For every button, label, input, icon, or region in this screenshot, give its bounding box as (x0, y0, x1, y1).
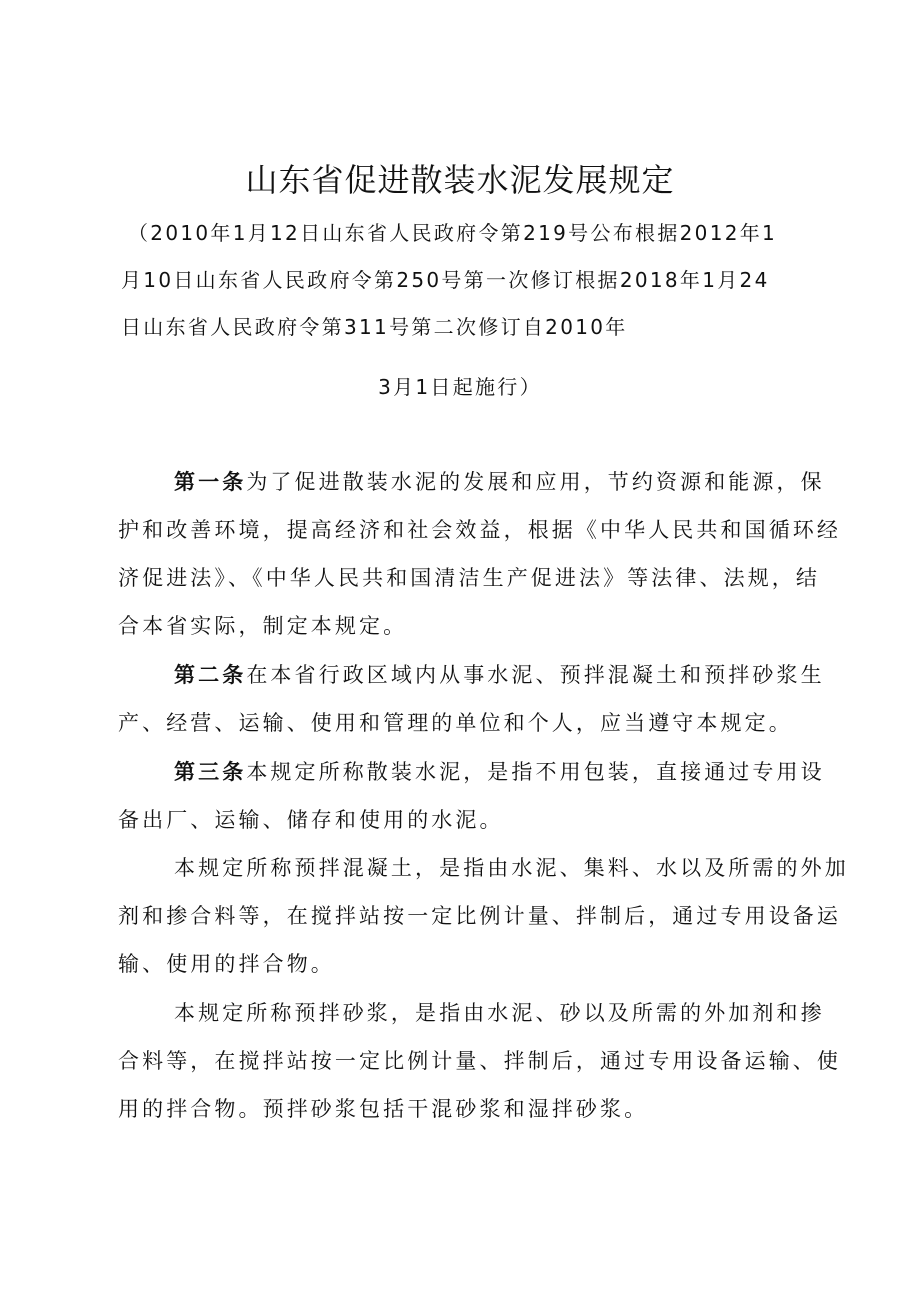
paragraph-1-line-1: 本规定所称预拌混凝土，是指由水泥、集料、水以及所需的外加 (174, 856, 849, 880)
paragraph-1-line-2: 剂和掺合料等，在搅拌站按一定比例计量、拌制后，通过专用设备运 (118, 904, 841, 928)
paragraph-2-line-1: 本规定所称预拌砂浆，是指由水泥、砂以及所需的外加剂和掺 (174, 1001, 825, 1025)
article-3-line-2: 备出厂、运输、储存和使用的水泥。 (118, 808, 504, 832)
paragraph-2-line-3: 用的拌合物。预拌砂浆包括干混砂浆和湿拌砂浆。 (118, 1097, 649, 1121)
subtitle-line-1: （2010年1月12日山东省人民政府令第219号公布根据2012年1 (128, 221, 778, 245)
article-text: 在本省行政区域内从事水泥、预拌混凝土和预拌砂浆生 (246, 663, 825, 687)
subtitle-line-4: 3月1日起施行） (378, 375, 542, 399)
article-1-line-3: 济促进法》、《中华人民共和国清洁生产促进法》等法律、法规，结 (118, 566, 820, 590)
document-title: 山东省促进散装水泥发展规定 (245, 161, 675, 199)
article-label: 第一条 (174, 470, 247, 494)
paragraph-2-line-2: 合料等，在搅拌站按一定比例计量、拌制后，通过专用设备运输、使 (118, 1049, 841, 1073)
article-text: 为了促进散装水泥的发展和应用，节约资源和能源，保 (246, 470, 825, 494)
subtitle-line-2: 月10日山东省人民政府令第250号第一次修订根据2018年1月24 (121, 268, 770, 292)
article-label: 第三条 (174, 760, 247, 784)
paragraph-1-line-3: 输、使用的拌合物。 (118, 952, 335, 976)
article-2-line-1 (174, 660, 825, 690)
subtitle-line-3: 日山东省人民政府令第311号第二次修订自2010年 (121, 315, 628, 339)
article-1-line-4: 合本省实际，制定本规定。 (118, 614, 408, 638)
article-3-line-1 (174, 757, 825, 787)
article-1-line-1 (174, 467, 825, 497)
article-1-line-2: 护和改善环境，提高经济和社会效益，根据《中华人民共和国循环经 (118, 518, 841, 542)
article-2-line-2: 产、经营、运输、使用和管理的单位和个人，应当遵守本规定。 (118, 711, 793, 735)
article-label: 第二条 (174, 663, 247, 687)
article-text: 本规定所称散装水泥，是指不用包装，直接通过专用设 (246, 760, 825, 784)
